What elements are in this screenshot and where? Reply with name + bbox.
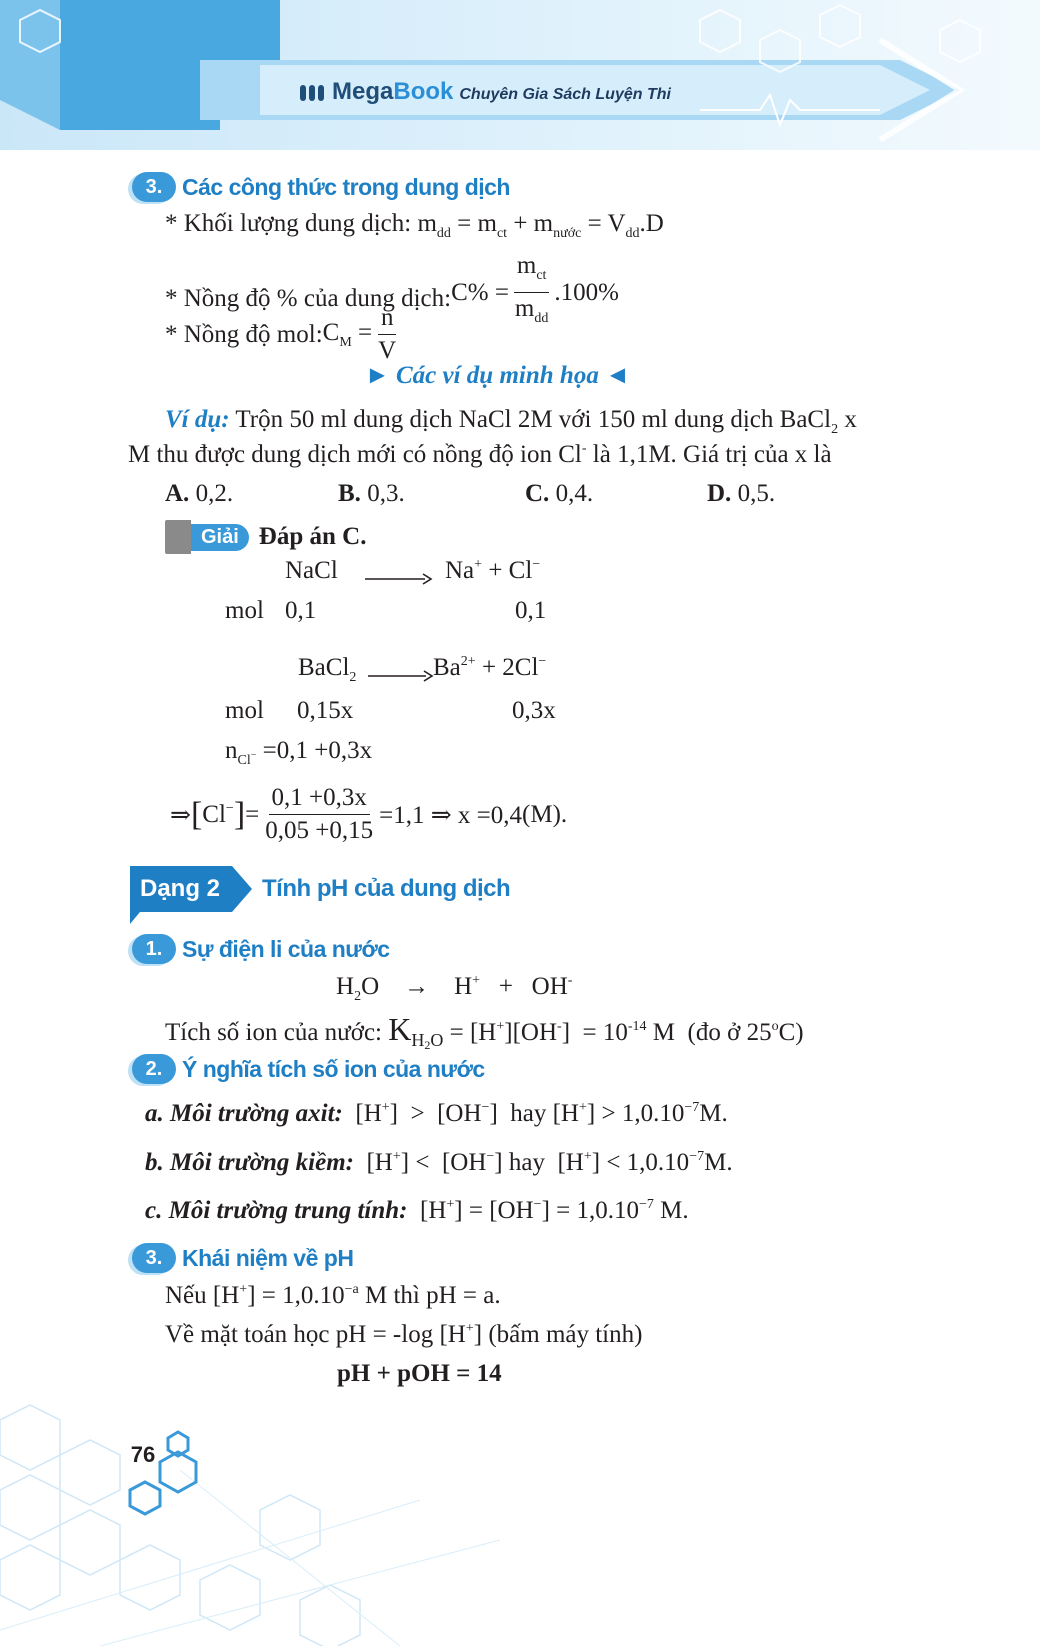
basic-condition: b. Môi trường kiềm: [H+] < [OH−] hay $[H^+] < 1,0.10^{-7}M$. [145,1149,733,1176]
section-title: Sự điện li của nước [182,935,390,962]
solution-badge: Giải [165,520,249,554]
section-number-badge: 2. [132,1054,176,1084]
option-d[interactable]: D. 0,5. [707,480,776,507]
solution-answer: Đáp án C. [258,523,367,550]
formula-molar: * Nồng độ mol: $C_M$ = $\frac{n}{V}$ [165,304,397,364]
ph-definition: Nếu $[H^+] = 1,0.10^{-a}$ M thì pH = a. [165,1282,501,1309]
option-a[interactable]: A. 0,2. [165,480,234,507]
mol-label-1: mol [225,597,264,624]
reaction-bacl2: BaCl$_2$ [298,654,357,685]
formula-label: * Khối lượng dung dịch: [165,210,418,237]
section-title: Ý nghĩa tích số ion của nước [182,1055,485,1082]
formula-percent: * Nồng độ % của dung dịch: C% = $\frac{m_{ct}}{m_{dd}}$ .100% [165,252,619,326]
brand-tagline: Chuyên Gia Sách Luyện Thi [459,86,671,103]
formula-label: * Nồng độ mol: [165,320,323,348]
water-dissociation: $H_2O$ → H+ + OH- [336,973,573,1004]
section-number-badge: 3. [132,1243,176,1273]
section-number-badge: 3. [132,172,176,202]
book-icon [165,520,191,554]
concentration-calc: ⇒ [ Cl− ] = $\frac{0,1 +0,3x}{0,05 +0,15}$ =1,1 ⇒ x =0,4 (M). [170,784,568,844]
formula-mass: * Khối lượng dung dịch: $m_{dd} = m_{ct} + m_{nước} = V_{dd}.D$ [165,210,664,241]
mol-value-2: 0,1 [515,597,547,624]
section-title: Các công thức trong dung dịch [182,173,510,200]
ph-formula: Về mặt toán học pH = -log [H+] (bấm máy tính) [165,1321,643,1348]
option-c[interactable]: C. 0,4. [525,480,594,507]
brand-logo-icon [300,85,326,101]
section-heading [132,1243,353,1273]
chevron-right-icon [232,866,252,912]
examples-heading: ► Các ví dụ minh họa ◄ [365,362,630,389]
ph-poh-sum: pH + pOH = 14 [337,1360,502,1387]
mol-value-1: 0,1 [285,597,317,624]
mol-label-2: mol [225,697,264,724]
reaction-products-1: Na+ + Cl− [445,557,541,584]
example-line-1: Ví dụ: Trộn 50 ml dung dịch NaCl 2M với 150 ml dung dịch BaCl$_2$ x [165,406,857,437]
mol-value-3: 0,15x [297,697,354,724]
topic-tag: Dạng 2 [130,866,232,912]
section-heading [132,934,390,964]
reaction-arrow-1 [365,572,433,590]
ion-product: Tích số ion của nước: $K_{H_2O} = [H^+][OH^-] = 10^{-14}$ M (đo ở 25$^o$C) [165,1011,804,1052]
example-line-2: M thu được dung dịch mới có nồng độ ion Cl- là 1,1M. Giá trị của x là [128,441,832,468]
topic-title: Tính pH của dung dịch [262,875,511,902]
example-label: Ví dụ: [165,406,230,433]
topic-banner [130,866,510,912]
solution-header [165,520,366,554]
mol-value-4: 0,3x [512,697,556,724]
formula-label: * Nồng độ % của dung dịch: [165,284,452,312]
section-number-badge: 1. [132,934,176,964]
reaction-nacl: NaCl [285,557,338,584]
acidic-condition: a. Môi trường axit: [H+] > [OH−] hay $[H^+] > 1,0.10^{-7}M$. [145,1100,728,1127]
option-b[interactable]: B. 0,3. [338,480,405,507]
section-heading [132,1054,485,1084]
page-header [0,0,1040,170]
brand [300,78,671,106]
reaction-arrow-2 [368,669,434,687]
footer-hexagon-decoration [0,1380,1040,1646]
neutral-condition: c. Môi trường trung tính: $[H^+] = [OH^-] = 1,0.10^{-7}$ M. [145,1197,689,1224]
chloride-moles: $n_{Cl^-} =0,1 +0,3x$ [225,737,373,768]
section-title: Khái niệm về pH [182,1244,354,1271]
reaction-products-2: $Ba^{2+} + 2Cl^-$ [433,654,547,681]
brand-name: MegaBook [332,78,454,105]
section-heading [132,172,510,202]
page-number: 76 [130,1442,156,1467]
